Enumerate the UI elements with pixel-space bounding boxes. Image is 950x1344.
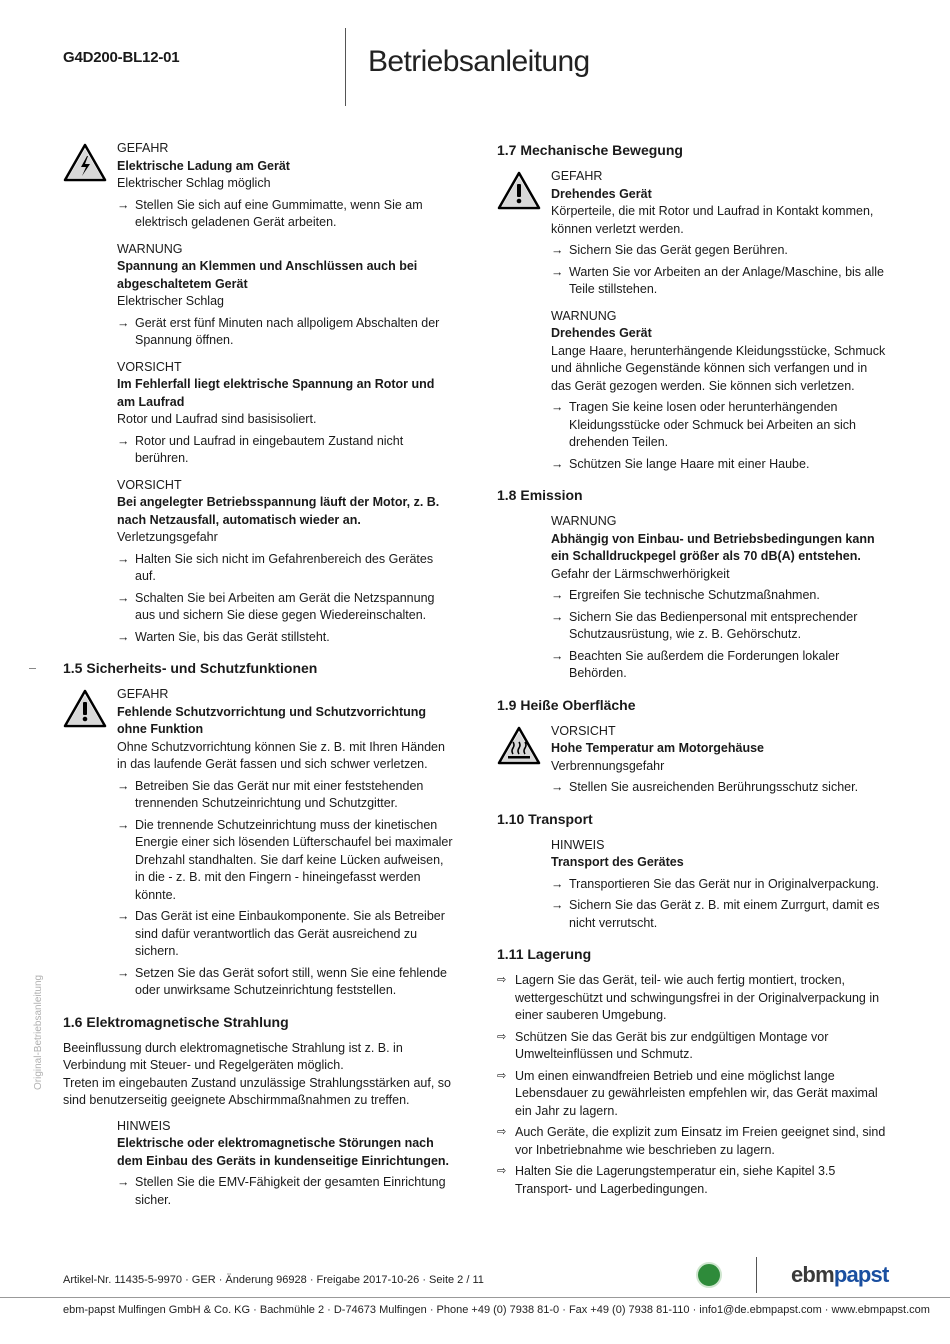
hazard-consequence: Verbrennungsgefahr	[551, 758, 665, 773]
action-item: → Schützen Sie lange Haare mit einer Haube.	[551, 456, 887, 474]
right-column	[497, 140, 887, 1202]
signal-word: HINWEIS	[551, 837, 605, 852]
bullet-arrow-icon: ⇨	[497, 1030, 507, 1043]
arrow-icon: →	[551, 456, 564, 471]
warning-auto-restart	[63, 477, 453, 647]
arrow-icon: →	[551, 876, 564, 891]
arrow-icon: →	[551, 898, 564, 912]
action-item: → Das Gerät ist eine Einbaukomponente. Sie als Betreiber sind dafür verantwortlich das Gerät ausreichend zu sichern.	[117, 909, 445, 958]
list-item: ⇨ Um einen einwandfreien Betrieb und eine möglichst lange Lebensdauer zu gewährleisten empfehlen wir, das Gerät maximal ein Jahr zu lagern.	[497, 1068, 878, 1118]
signal-word: WARNUNG	[117, 241, 183, 256]
arrow-icon: →	[551, 243, 564, 257]
paragraph: Treten im eingebauten Zustand unzulässige Strahlungsstärken auf, so sind benutzerseitig geeignete Abschirmmaßnahmen zu treffen.	[63, 1075, 451, 1107]
warning-rotating-device	[497, 308, 887, 474]
notice-headline: Elektrische oder elektromagnetische Störungen nach dem Einbau des Geräts in kundenseitige Einrichtungen.	[117, 1136, 450, 1168]
action-item: → Warten Sie, bis das Gerät stillsteht.	[117, 629, 453, 647]
green-tech-badge-icon	[696, 1262, 722, 1288]
arrow-icon: →	[117, 197, 130, 212]
article-info: Artikel-Nr. 11435-5-9970 · GER · Änderung 96928 · Freigabe 2017-10-26 · Seite 2 / 11	[63, 1274, 484, 1286]
footer-logos	[696, 1255, 889, 1295]
bullet-arrow-icon: ⇨	[497, 1165, 507, 1177]
hazard-consequence: Elektrischer Schlag	[117, 294, 224, 308]
action-item: → Schalten Sie bei Arbeiten am Gerät die Netzspannung aus und sichern Sie diese gegen Wiedereinschalten.	[117, 590, 435, 622]
notice-headline: Transport des Gerätes	[551, 855, 684, 869]
warning-electric-charge	[63, 140, 453, 232]
section-title-1-7: 1.7 Mechanische Bewegung	[497, 142, 683, 158]
action-item: → Setzen Sie das Gerät sofort still, wenn Sie eine fehlende oder unwirksame Schutzeinrichtung feststellen.	[117, 965, 447, 997]
company-logo: ebmpapst	[791, 1262, 889, 1288]
left-column	[63, 140, 453, 1209]
warning-rotor-voltage	[63, 359, 453, 468]
signal-word: VORSICHT	[117, 359, 182, 374]
hazard-consequence: Lange Haare, herunterhängende Kleidungsstücke, Schmuck und ähnliche Gegenstände können sich verfangen und in das Gerät gezogen werden. Sie können sich verletzen.	[551, 343, 886, 393]
signal-word: GEFAHR	[117, 141, 169, 155]
danger-rotating-device	[497, 168, 887, 299]
signal-word: WARNUNG	[551, 308, 617, 323]
margin-tick	[29, 668, 36, 669]
signal-word: VORSICHT	[551, 723, 616, 738]
action-item: → Stellen Sie sich auf eine Gummimatte, wenn Sie am elektrisch geladenen Gerät arbeiten.	[117, 197, 423, 229]
document-model-number: G4D200-BL12-01	[63, 49, 180, 66]
company-contact: ebm-papst Mulfingen GmbH & Co. KG · Bachmühle 2 · D-74673 Mulfingen · Phone +49 (0) 7938 81-0 · Fax +49 (0) 7938 81-110 · info1@de.ebmpapst.com · www.ebmpapst.com	[63, 1304, 930, 1316]
action-item: → Stellen Sie die EMV-Fähigkeit der gesamten Einrichtung sicher.	[117, 1175, 446, 1207]
arrow-icon: →	[117, 965, 130, 980]
arrow-icon: →	[551, 780, 564, 794]
arrow-icon: →	[117, 590, 130, 605]
action-item: → Halten Sie sich nicht im Gefahrenbereich des Gerätes auf.	[117, 551, 434, 583]
arrow-icon: →	[117, 778, 130, 793]
hazard-consequence: Gefahr der Lärmschwerhörigkeit	[551, 566, 730, 581]
action-item: → Die trennende Schutzeinrichtung muss der kinetischen Energie einer sich lösenden Lüfterschaufel bei maximaler Drehzahl standhalten. Sie darf keine Lücken aufweisen, in die - z. B. mit den Fingern - hineingefasst werden könnte.	[117, 817, 453, 902]
arrow-icon: →	[551, 264, 564, 279]
action-item: → Sichern Sie das Bedienpersonal mit entsprechender Schutzausrüstung, wie z. B. Gehörschutz.	[551, 609, 858, 641]
list-item: ⇨ Schützen Sie das Gerät bis zur endgültigen Montage vor Umwelteinflüssen und Schmutz.	[497, 1029, 829, 1061]
section-title-1-8: 1.8 Emission	[497, 487, 583, 503]
hot-surface-warning-icon	[497, 726, 541, 766]
action-item: → Transportieren Sie das Gerät nur in Originalverpackung.	[551, 876, 887, 894]
logo-divider	[756, 1257, 757, 1293]
hazard-headline: Fehlende Schutzvorrichtung und Schutzvorrichtung ohne Funktion	[117, 704, 427, 736]
hazard-headline: Elektrische Ladung am Gerät	[117, 158, 290, 173]
hazard-consequence: Rotor und Laufrad sind basisisoliert.	[117, 412, 317, 426]
list-item: ⇨ Auch Geräte, die explizit zum Einsatz im Freien geeignet sind, sind vor Inbetriebnahme wie beschrieben zu lagern.	[497, 1125, 886, 1157]
signal-word: VORSICHT	[117, 477, 182, 492]
footer-divider	[0, 1297, 950, 1298]
hazard-headline: Abhängig von Einbau- und Betriebsbedingungen kann ein Schalldruckpegel größer als 70 dB(A) entstehen.	[551, 531, 875, 563]
hazard-consequence: Ohne Schutzvorrichtung können Sie z. B. mit Ihren Händen in das laufende Gerät fassen und sich schwer verletzen.	[117, 739, 445, 771]
hazard-consequence: Elektrischer Schlag möglich	[117, 176, 271, 190]
side-label: Original-Betriebsanleitung	[33, 974, 44, 1090]
hazard-consequence: Verletzungsgefahr	[117, 530, 218, 544]
hazard-headline: Hohe Temperatur am Motorgehäuse	[551, 741, 765, 755]
list-item: ⇨ Lagern Sie das Gerät, teil- wie auch fertig montiert, trocken, wettergeschützt und schwingungsfrei in der Originalverpackung in einer sauberen Umgebung.	[497, 973, 880, 1022]
caution-hot-surface	[497, 723, 887, 797]
notice-transport	[551, 837, 887, 933]
section-title-1-9: 1.9 Heiße Oberfläche	[497, 696, 636, 713]
section-title-1-5: 1.5 Sicherheits- und Schutzfunktionen	[63, 660, 318, 676]
bullet-arrow-icon: ⇨	[497, 1126, 507, 1138]
action-item: → Tragen Sie keine losen oder herunterhängenden Kleidungsstücke oder Schmuck bei Arbeiten an sich drehenden Teilen.	[551, 400, 856, 449]
arrow-icon: →	[117, 817, 130, 832]
document-title: Betriebsanleitung	[368, 45, 590, 78]
hazard-headline: Im Fehlerfall liegt elektrische Spannung an Rotor und am Laufrad	[117, 377, 435, 409]
arrow-icon: →	[117, 315, 130, 330]
high-voltage-warning-icon	[63, 143, 107, 183]
arrow-icon: →	[551, 400, 564, 414]
action-item: → Betreiben Sie das Gerät nur mit einer feststehenden trennenden Schutzeinrichtung und Schutzgitter.	[117, 778, 424, 810]
hazard-consequence: Körperteile, die mit Rotor und Laufrad in Kontakt kommen, können verletzt werden.	[551, 204, 874, 236]
list-item: ⇨ Halten Sie die Lagerungstemperatur ein, siehe Kapitel 3.5 Transport- und Lagerbedingungen.	[497, 1164, 836, 1196]
section-title-1-6: 1.6 Elektromagnetische Strahlung	[63, 1013, 289, 1030]
header-divider	[345, 28, 346, 106]
arrow-icon: →	[551, 609, 564, 624]
arrow-icon: →	[117, 1175, 130, 1189]
hazard-headline: Bei angelegter Betriebsspannung läuft der Motor, z. B. nach Netzausfall, automatisch wieder an.	[117, 495, 440, 527]
action-item: → Rotor und Laufrad in eingebautem Zustand nicht berühren.	[117, 433, 404, 465]
action-item: → Beachten Sie außerdem die Forderungen lokaler Behörden.	[551, 648, 840, 680]
paragraph: Beeinflussung durch elektromagnetische Strahlung ist z. B. in Verbindung mit Steuer- und Regelgeräten möglich.	[63, 1040, 403, 1072]
arrow-icon: →	[117, 433, 130, 448]
general-warning-icon	[497, 171, 541, 211]
section-title-1-11: 1.11 Lagerung	[497, 946, 592, 962]
warning-missing-guard	[63, 686, 453, 1000]
action-item: → Stellen Sie ausreichenden Berührungsschutz sicher.	[551, 779, 887, 797]
action-item: → Sichern Sie das Gerät z. B. mit einem Zurrgurt, damit es nicht verrutscht.	[551, 898, 880, 930]
arrow-icon: →	[117, 551, 130, 566]
arrow-icon: →	[117, 629, 130, 644]
signal-word: GEFAHR	[551, 169, 603, 183]
bullet-arrow-icon: ⇨	[497, 974, 507, 986]
warning-terminal-voltage	[63, 241, 453, 350]
section-title-1-10: 1.10 Transport	[497, 810, 593, 827]
action-item: → Gerät erst fünf Minuten nach allpoligem Abschalten der Spannung öffnen.	[117, 315, 440, 347]
hazard-headline: Spannung an Klemmen und Anschlüssen auch bei abgeschaltetem Gerät	[117, 259, 418, 291]
hazard-headline: Drehendes Gerät	[551, 326, 652, 340]
arrow-icon: →	[551, 588, 564, 602]
notice-emc	[117, 1118, 453, 1210]
general-warning-icon	[63, 689, 107, 729]
bullet-arrow-icon: ⇨	[497, 1069, 507, 1082]
arrow-icon: →	[551, 648, 564, 663]
signal-word: GEFAHR	[117, 687, 169, 701]
action-item: → Sichern Sie das Gerät gegen Berühren.	[551, 242, 887, 260]
action-item: → Warten Sie vor Arbeiten an der Anlage/Maschine, bis alle Teile stillstehen.	[551, 264, 884, 296]
action-item: → Ergreifen Sie technische Schutzmaßnahmen.	[551, 587, 887, 605]
hazard-headline: Drehendes Gerät	[551, 186, 652, 201]
signal-word: HINWEIS	[117, 1118, 171, 1133]
arrow-icon: →	[117, 909, 130, 923]
signal-word: WARNUNG	[551, 514, 617, 528]
warning-noise	[497, 513, 887, 683]
